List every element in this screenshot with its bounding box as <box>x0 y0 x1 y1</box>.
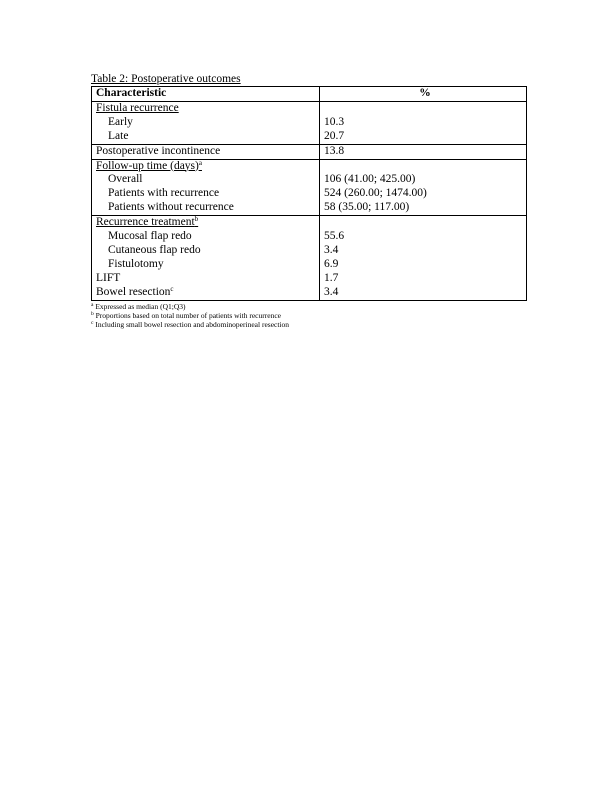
table-row <box>92 173 527 187</box>
row-value: 10.3 <box>320 116 527 130</box>
table-row <box>92 116 527 130</box>
table-row <box>92 230 527 244</box>
outcomes-table <box>91 86 527 301</box>
section-title-row <box>92 216 527 230</box>
row-label: Late <box>92 130 320 144</box>
row-value: 3.4 <box>320 286 527 300</box>
section-title-row <box>92 159 527 173</box>
row-value: 20.7 <box>320 130 527 144</box>
section-title-fistula-recurrence: Fistula recurrence <box>96 101 179 114</box>
table-row <box>92 144 527 159</box>
row-value: 6.9 <box>320 258 527 272</box>
row-label: Patients with recurrence <box>92 187 320 201</box>
row-value: 524 (260.00; 1474.00) <box>320 187 527 201</box>
row-label: Postoperative incontinence <box>92 144 320 159</box>
row-value: 55.6 <box>320 230 527 244</box>
row-value: 106 (41.00; 425.00) <box>320 173 527 187</box>
footnote-mark: c <box>170 284 174 293</box>
section-title-row <box>92 101 527 115</box>
row-label: LIFT <box>92 272 320 286</box>
document-page <box>91 73 527 329</box>
footnote: $^c$ Including small bowel resection and abdominoperineal resection <box>91 320 290 329</box>
table-row <box>92 130 527 144</box>
table-row <box>92 286 527 300</box>
row-value: 1.7 <box>320 272 527 286</box>
footnote: $^a$ Expressed as median (Q1;Q3) <box>91 301 186 311</box>
table-row <box>92 187 527 201</box>
table-row <box>92 201 527 215</box>
row-label: Bowel resection$^c$ <box>92 286 320 300</box>
footnotes <box>91 302 527 330</box>
row-value: 13.8 <box>320 144 527 159</box>
header-characteristic: Characteristic <box>92 87 320 102</box>
row-label: Mucosal flap redo <box>92 230 320 244</box>
table-header-row <box>92 87 527 102</box>
table-row <box>92 244 527 258</box>
footnote: $^b$ Proportions based on total number of patients with recurrence <box>91 310 281 320</box>
table-row <box>92 272 527 286</box>
row-value: 58 (35.00; 117.00) <box>320 201 527 215</box>
section-title-recurrence-treatment: Recurrence treatment$^b$ <box>96 215 199 229</box>
footnote-mark: b <box>194 215 199 224</box>
row-label: Patients without recurrence <box>92 201 320 215</box>
row-label: Cutaneous flap redo <box>92 244 320 258</box>
header-percent: % <box>320 87 527 102</box>
section-title-follow-up: Follow-up time (days)$^a$ <box>96 158 202 172</box>
row-label: Overall <box>92 173 320 187</box>
table-caption: Table 2: Postoperative outcomes <box>91 73 241 85</box>
footnote-mark: a <box>198 158 202 167</box>
row-value: 3.4 <box>320 244 527 258</box>
table-row <box>92 258 527 272</box>
row-label: Early <box>92 116 320 130</box>
row-label: Fistulotomy <box>92 258 320 272</box>
